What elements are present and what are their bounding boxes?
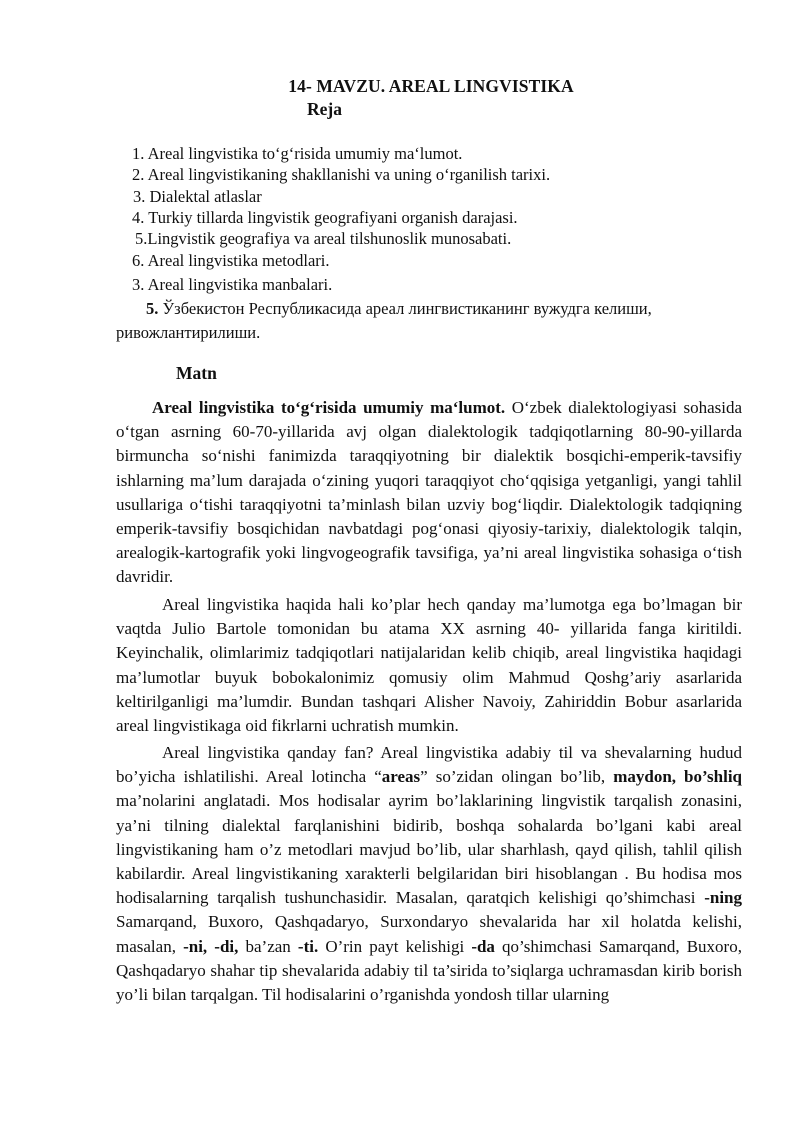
plan-item-cyrillic-continuation: ривожлантирилиши. [116, 323, 261, 342]
plan-item-text: Ўзбекистон Республикасида ареал лингвистиканинг вужудга келиши, [158, 299, 652, 318]
section-heading: Matn [176, 363, 217, 383]
plan-item: 6. Areal lingvistika metodlari. [132, 251, 330, 270]
plan-subtitle: Reja [307, 99, 342, 119]
paragraph-text: O‘zbek dialektologiyasi sohasida o‘tgan asrning 60-70-yillarida avj olgan dialektologik tadqiqotlarning 80-90-yillarda birmuncha so‘nishi fanimizda taraqqiyotning bir dialektik bosqichi-emperik-tavsifiy ishlarning ma’lum darajada o‘zining yuqori taraqqiyot cho‘qqisiga yetganligi, yangi tahlil usullariga o‘tishi taraqqiyotni ta’minlash bilan uzviy bog‘liqdir. Dialektologik tadqiqning emperik-tavsifiy bosqichidan navbatdagi pog‘onasi qiyosiy-tarixiy, dialektologik talqin, arealogik-kartografik yoki lingvogeografik tavsifiga, ya’ni areal lingvistika sohasiga o‘tish davridir. [116, 398, 743, 587]
paragraph-1 [116, 396, 742, 590]
bold-term: -da [471, 936, 495, 956]
bold-term: areas [381, 767, 421, 787]
bold-term: -ning [704, 888, 742, 908]
paragraph-text: Areal lingvistika qanday fan? Areal lingvistika adabiy til va shevalarning hudud bo’yicha ishlatilishi. Areal lotincha “ [116, 743, 742, 787]
paragraph-text: ba’zan [238, 936, 298, 956]
plan-item: 4. Turkiy tillarda lingvistik geografiyani organish darajasi. [132, 208, 518, 227]
bold-term: maydon, bo’shliq [613, 767, 742, 787]
page-title: 14- MAVZU. AREAL LINGVISTIKA [288, 76, 574, 96]
plan-item: 2. Areal lingvistikaning shakllanishi va uning o‘rganilish tarixi. [132, 165, 551, 184]
paragraph-text: Samarqand, Buxoro, Qashqadaryo, Surxondaryo shevalarida har xil holatda kelishi, masalan, [116, 912, 742, 956]
paragraph-lead: Areal lingvistika to‘g‘risida umumiy ma‘lumot. [152, 398, 506, 417]
bold-term: -ni, -di, [183, 936, 239, 956]
paragraph-3 [116, 741, 742, 1007]
bold-term: -ti. [297, 936, 319, 956]
plan-item: 3. Dialektal atlaslar [133, 187, 262, 206]
plan-item: 3. Areal lingvistika manbalari. [132, 275, 333, 294]
paragraph-text: ma’nolarini anglatadi. Mos hodisalar ayrim bo’laklarining lingvistik tarqalish zonasini, ya’ni tilning dialektal farqlanishini bidirib, boshqa sohalarda bo’lgani kabi areal lingvistikaning ham o’z metodlari mavjud bo’lib, ular sharhlash, qayd qilish, tahlil qilish kabilardir. Areal lingvistikaning xarakterli belgilaridan biri hisoblangan . Bu hodisa mos hodisalarning tarqalish tushunchasidir. Masalan, qaratqich kelishigi qo’shimchasi [116, 791, 742, 908]
paragraph-text: ” so’zidan olingan bo’lib, [420, 767, 614, 787]
plan-item-cyrillic [146, 299, 652, 319]
plan-item: 5.Lingvistik geografiya va areal tilshunoslik munosabati. [135, 229, 512, 248]
plan-item: 1. Areal lingvistika to‘g‘risida umumiy ma‘lumot. [132, 144, 463, 163]
plan-item-number: 5. [146, 299, 159, 318]
paragraph-2: Areal lingvistika haqida hali ko’plar hech qanday ma’lumotga ega bo’lmagan bir vaqtda Julio Bartole tomonidan bu atama XX asrning 40- yillarida fanga kiritildi. Keyinchalik, olimlarimiz tadqiqotlari natijalaridan kelib chiqib, areal lingvistika haqidagi ma’lumotlar buyuk bobokalonimiz qomusiy olim Mahmud Qoshg’ariy asarlarida keltirilganligi ma’lumdir. Bundan tashqari Alisher Navoiy, Zahiriddin Bobur asarlarida areal lingvistikaga oid fikrlarni uchratish mumkin. [116, 595, 742, 736]
paragraph-text: qo’shimchasi Samarqand, Buxoro, Qashqadaryo shahar tip shevalarida adabiy til ta’sirida to’siqlarga uchramasdan kirib borish yo’li bilan tarqalgan. Til hodisalarini o’rganishda yondosh tillar ularning [116, 936, 742, 1005]
paragraph-text: O’rin payt kelishigi [318, 936, 472, 956]
